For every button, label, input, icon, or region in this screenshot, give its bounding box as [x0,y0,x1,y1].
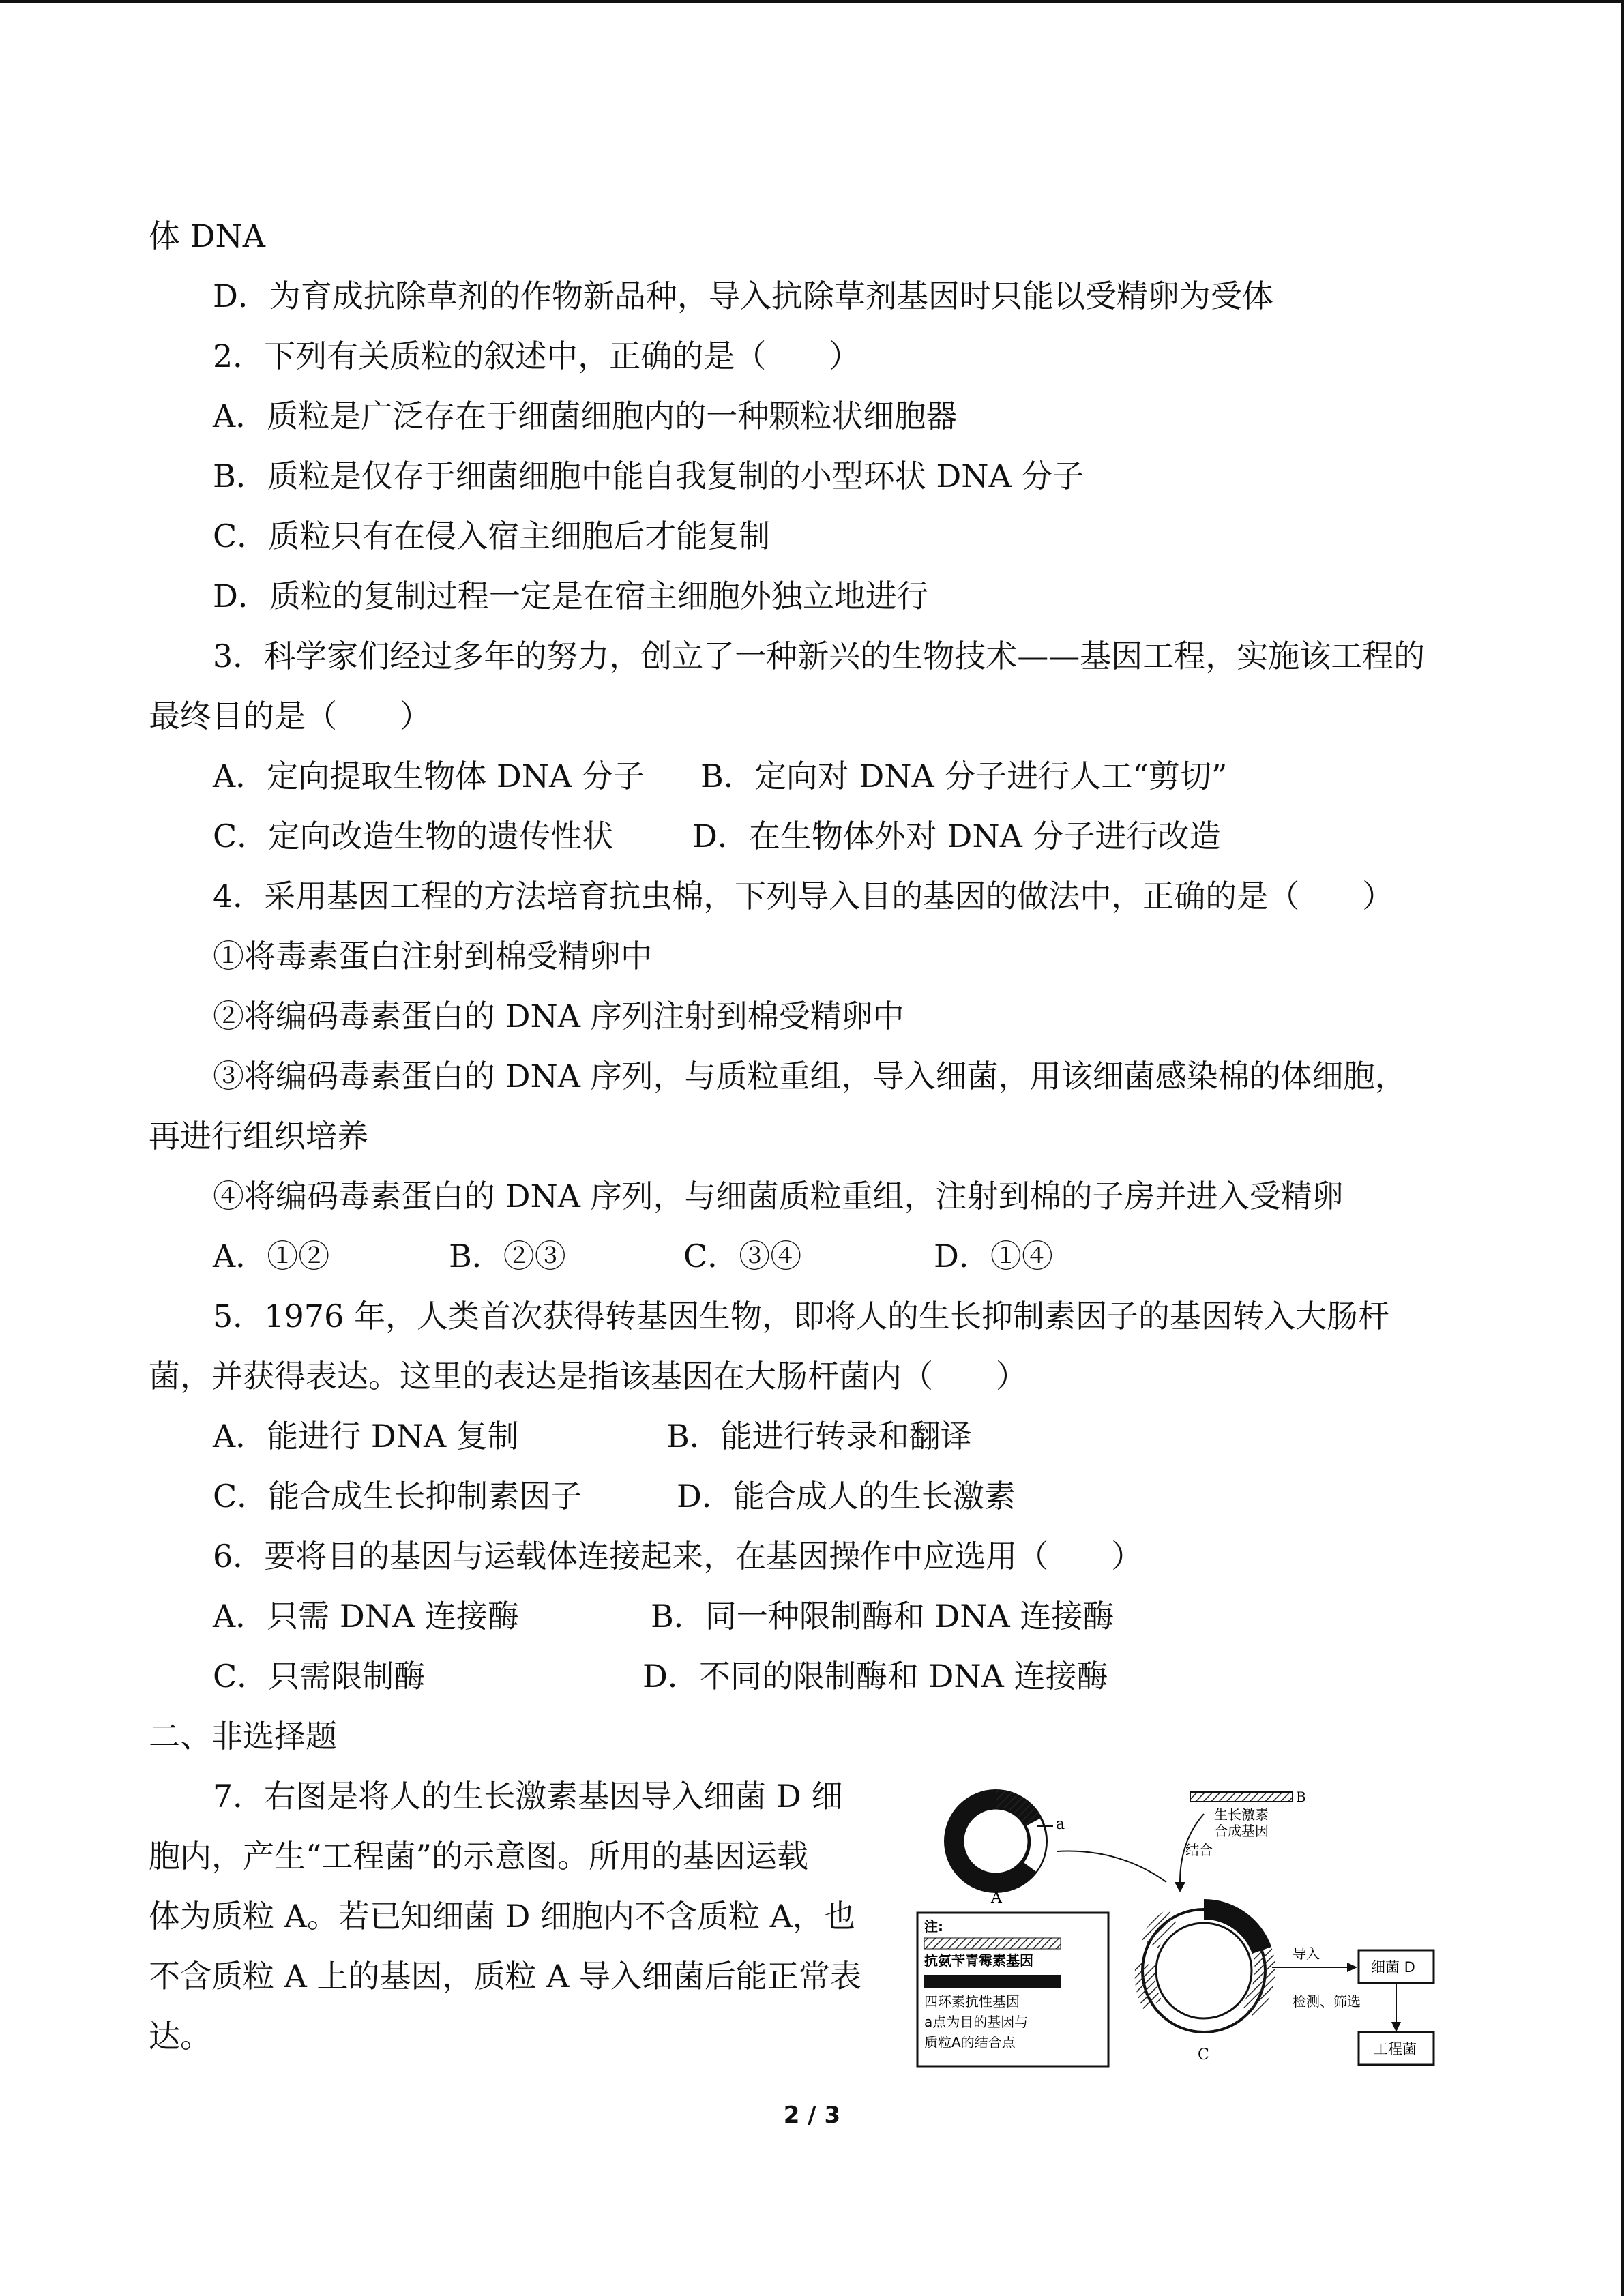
q3-option-a: A．定向提取生物体 DNA 分子 [213,758,645,794]
q4-item-2: ②将编码毒素蛋白的 DNA 序列注射到棉受精卵中 [213,998,904,1034]
q4-item-3-cont: 再进行组织培养 [149,1118,368,1154]
tetracycline-swatch [924,1975,1061,1988]
q5-option-a: A．能进行 DNA 复制 [213,1418,519,1455]
q5-option-d: D．能合成人的生长激素 [677,1478,1016,1515]
plasmid-a [954,1799,1065,1907]
page-number: 2 / 3 [783,2102,841,2129]
import-label: 导入 [1293,1945,1320,1962]
question-7-cont-2: 体为质粒 A。若已知细菌 D 细胞内不含质粒 A，也 [149,1898,855,1935]
q4-item-3: ③将编码毒素蛋白的 DNA 序列，与质粒重组，导入细菌，用该细菌感染棉的体细胞， [213,1058,1406,1094]
legend-box [917,1913,1108,2066]
q1-option-d: D．为育成抗除草剂的作物新品种，导入抗除草剂基因时只能以受精卵为受体 [213,278,1273,314]
gene-b [1190,1789,1306,1839]
q6-option-d: D．不同的限制酶和 DNA 连接酶 [643,1658,1108,1695]
arrowhead-engineered [1391,2022,1401,2032]
q3-option-d: D．在生物体外对 DNA 分子进行改造 [692,818,1221,854]
question-7-cont-1: 胞内，产生“工程菌”的示意图。所用的基因运载 [149,1838,809,1875]
q5-option-c: C．能合成生长抑制素因子 [213,1478,582,1515]
note-title: 注: [924,1918,943,1935]
plasmid-c [1142,1909,1265,2063]
arrowhead-bacteria [1347,1963,1357,1972]
q4-item-4: ④将编码毒素蛋白的 DNA 序列，与细菌质粒重组，注射到棉的子房并进入受精卵 [213,1178,1344,1214]
legend-ampicillin: 抗氨苄青霉素基因 [924,1952,1033,1969]
arrowhead-c [1175,1882,1185,1892]
q3-option-b: B．定向对 DNA 分子进行人工“剪切” [700,758,1228,794]
section-heading: 二、非选择题 [149,1718,337,1755]
q2-option-c: C．质粒只有在侵入宿主细胞后才能复制 [213,518,771,554]
legend-note-1: a点为目的基因与 [924,2014,1029,2030]
plasmid-c-label: C [1198,2046,1209,2063]
q6-option-c: C．只需限制酶 [213,1658,426,1695]
arrow-a-to-c [1057,1851,1166,1882]
bacteria-d-label: 细菌 D [1371,1959,1415,1976]
genetic-engineering-diagram [894,1787,1480,2073]
question-3: 3．科学家们经过多年的努力，创立了一种新兴的生物技术——基因工程，实施该工程的 [213,638,1426,674]
question-2: 2．下列有关质粒的叙述中，正确的是（ ） [213,338,861,374]
question-7-cont-3: 不含质粒 A 上的基因，质粒 A 导入细菌后能正常表 [149,1958,861,1995]
engineered-label: 工程菌 [1374,2041,1417,2057]
combine-label: 结合 [1185,1842,1213,1858]
q6-option-b: B．同一种限制酶和 DNA 连接酶 [651,1598,1114,1635]
q3-option-c: C．定向改造生物的遗传性状 [213,818,614,854]
question-5: 5．1976 年，人类首次获得转基因生物，即将人的生长抑制素因子的基因转入大肠杆 [213,1298,1389,1335]
question-5-cont: 菌，并获得表达。这里的表达是指该基因在大肠杆菌内（ ） [149,1358,1027,1395]
q6-option-a: A．只需 DNA 连接酶 [213,1598,519,1635]
gene-label-2: 合成基因 [1214,1823,1269,1839]
gene-b-label: B [1296,1789,1306,1805]
ampicillin-swatch [924,1938,1061,1949]
q4-option-a: A．①② [213,1238,330,1274]
question-7: 7．右图是将人的生长激素基因导入细菌 D 细 [213,1778,843,1815]
question-4: 4．采用基因工程的方法培育抗虫棉，下列导入目的基因的做法中，正确的是（ ） [213,878,1394,914]
q4-option-b: B．②③ [449,1238,566,1274]
question-7-cont-4: 达。 [149,2018,211,2055]
text-line: 体 DNA [149,218,265,254]
legend-tetracycline: 四环素抗性基因 [924,1993,1020,2010]
q2-option-d: D．质粒的复制过程一定是在宿主细胞外独立地进行 [213,578,928,614]
gene-label-1: 生长激素 [1214,1806,1269,1823]
q2-option-a: A．质粒是广泛存在于细菌细胞内的一种颗粒状细胞器 [213,398,958,434]
plasmid-a-label: A [991,1890,1002,1907]
q4-item-1: ①将毒素蛋白注射到棉受精卵中 [213,938,652,974]
q4-option-c: C．③④ [683,1238,802,1274]
question-3-cont: 最终目的是（ ） [149,698,431,734]
q2-option-b: B．质粒是仅存于细菌细胞中能自我复制的小型环状 DNA 分子 [213,458,1084,494]
question-6: 6．要将目的基因与运载体连接起来，在基因操作中应选用（ ） [213,1538,1143,1575]
q5-option-b: B．能进行转录和翻译 [666,1418,972,1455]
bacteria-d-box [1359,1950,1434,1983]
legend-note-2: 质粒A的结合点 [924,2034,1016,2051]
q4-option-d: D．①④ [934,1238,1053,1274]
diagram-svg [894,1787,1480,2073]
engineered-bacteria-box [1359,2032,1434,2065]
a-point-label: a [1056,1816,1065,1833]
detect-label: 检测、筛选 [1293,1993,1361,2010]
